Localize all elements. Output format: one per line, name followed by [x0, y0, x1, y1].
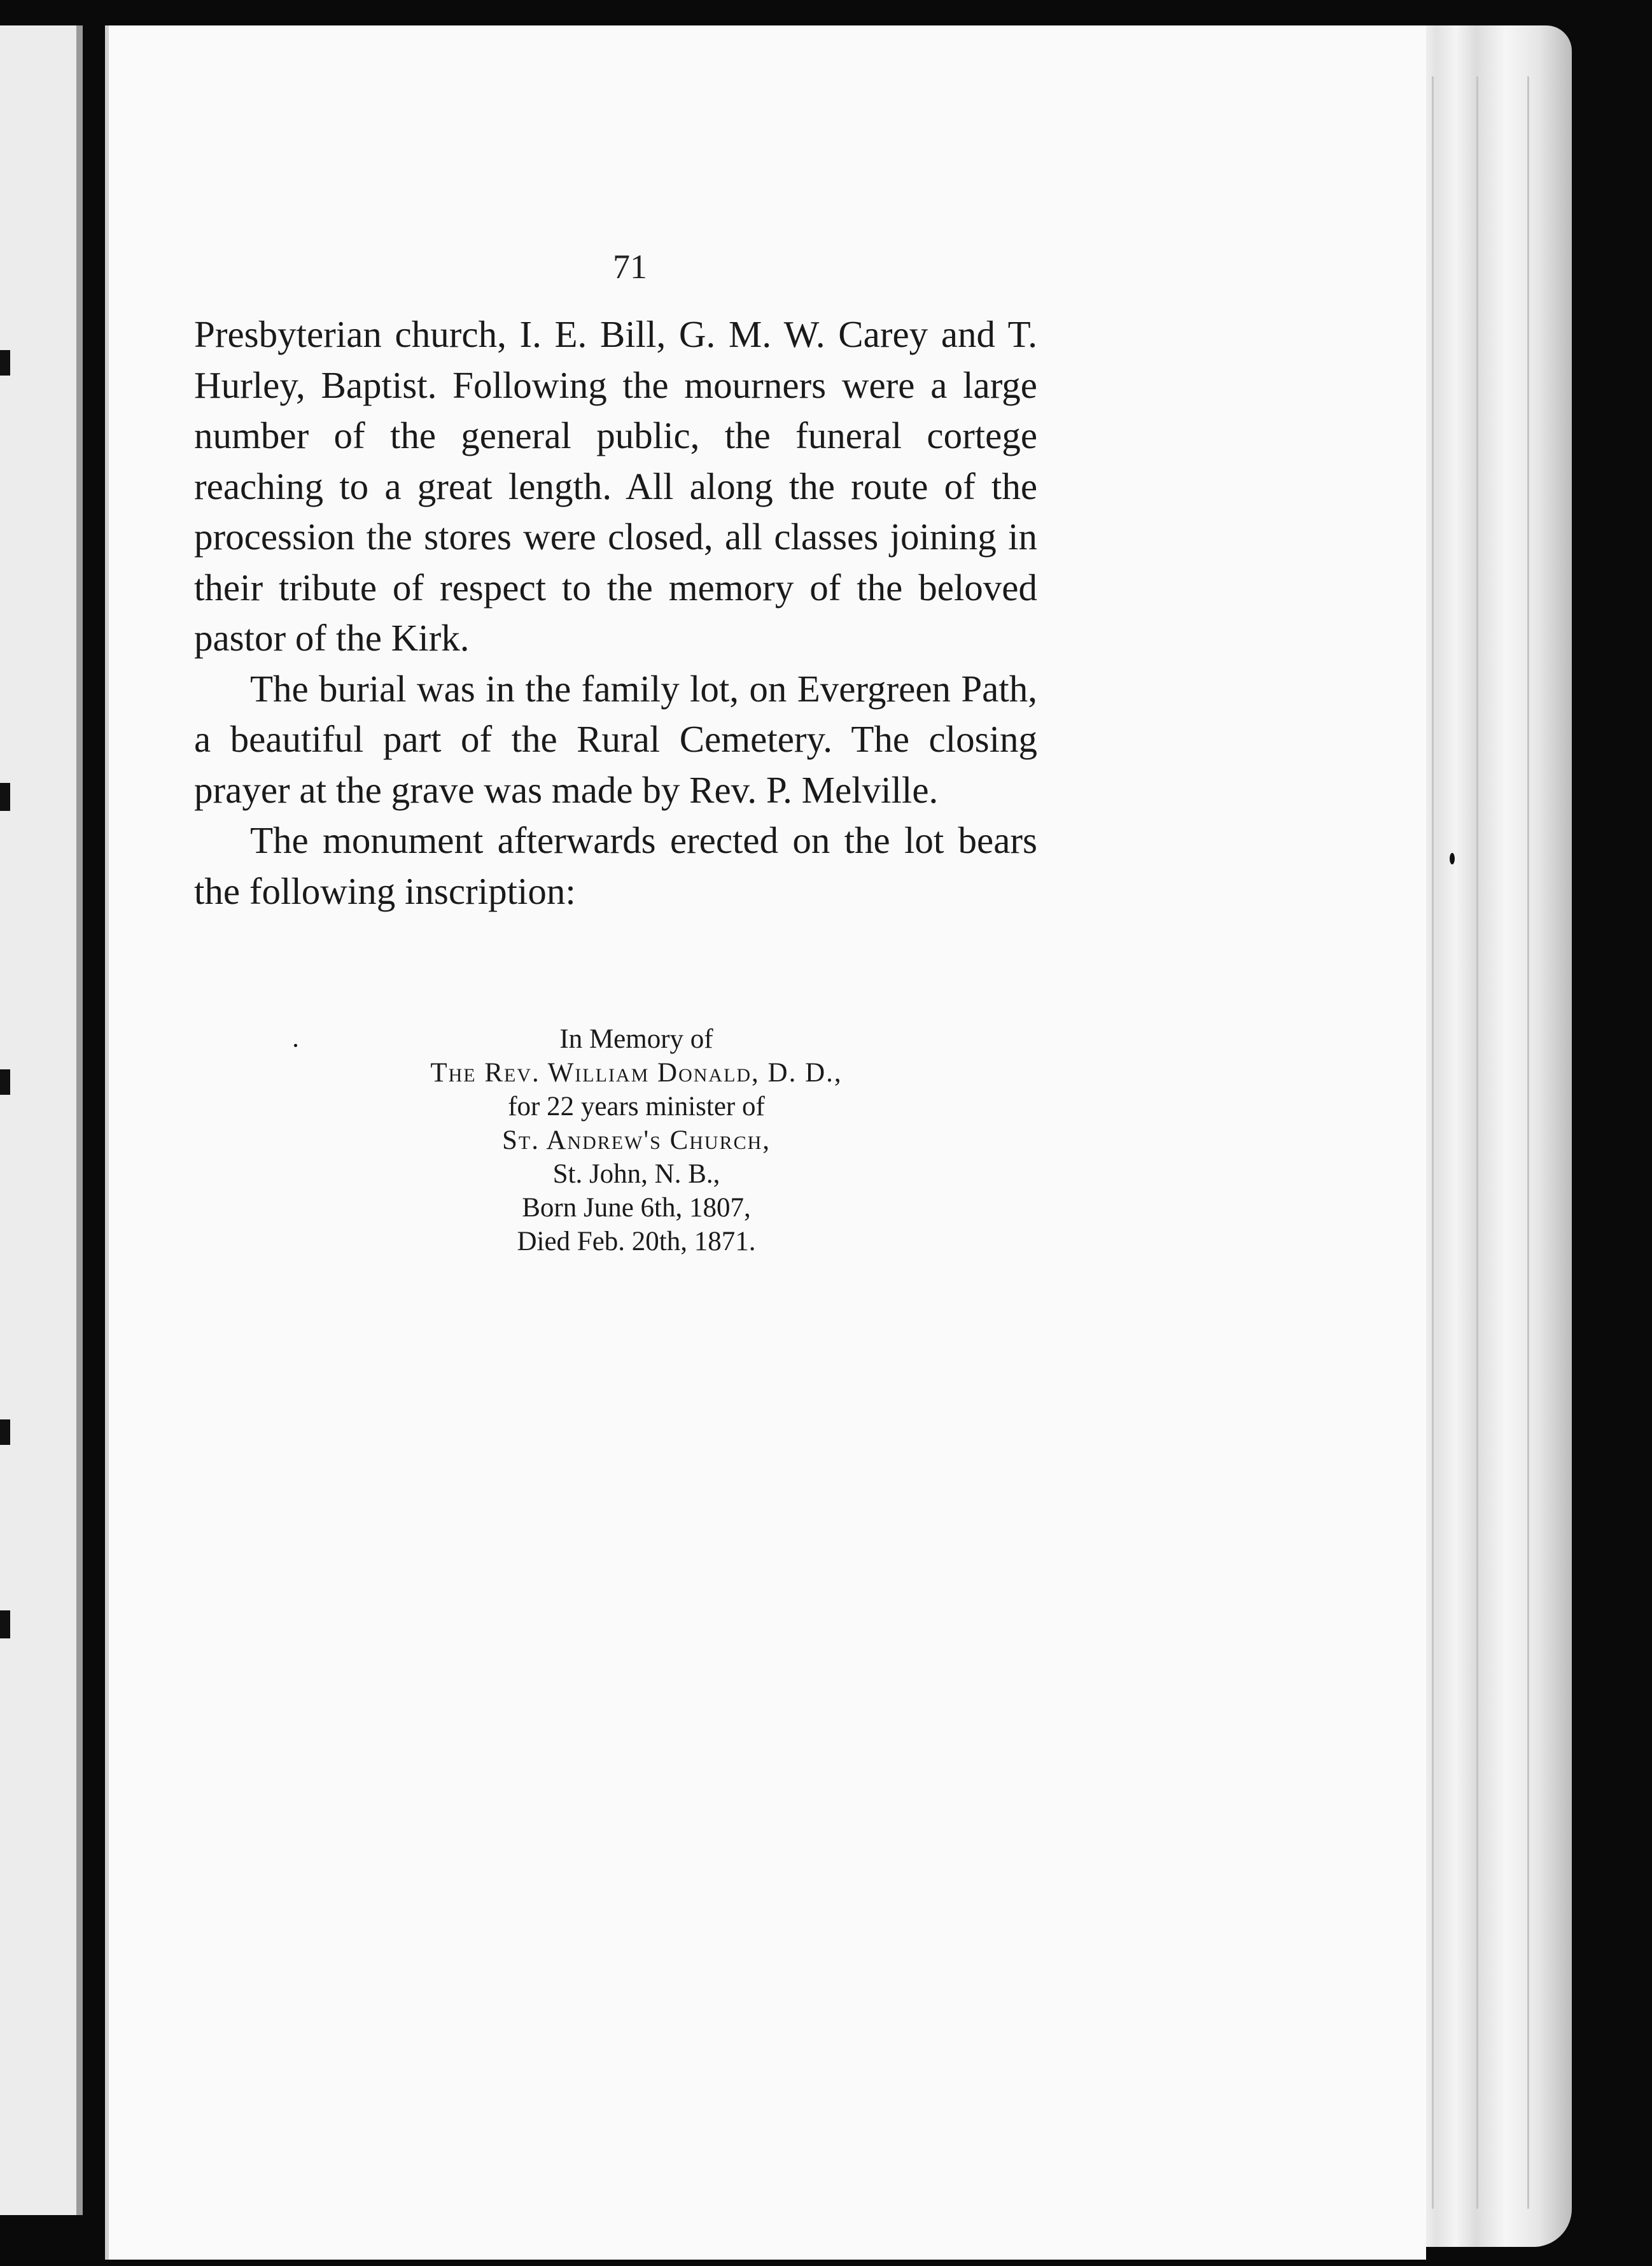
- paragraph: Presbyterian church, I. E. Bill, G. M. W. Carey and T. Hurley, Baptist. Following the mourners were a large number of the general public, the funeral cortege reaching to a great length. All along the route of the procession the stores were closed, all classes joining in their tribute of respect to the memory of the beloved pastor of the Kirk.: [194, 313, 1037, 659]
- page-number: 71: [613, 248, 647, 286]
- inscription-line: In Memory of: [559, 1024, 713, 1054]
- left-page-edge: [0, 25, 83, 2215]
- left-page-glyph: [0, 783, 10, 811]
- page-edge-line: [1476, 76, 1478, 2209]
- inscription-line: St. Andrew's Church,: [501, 1125, 771, 1155]
- left-page-glyph: [0, 1610, 10, 1638]
- ink-speck: [294, 1044, 297, 1047]
- page-stack-edge: [1406, 25, 1572, 2247]
- body-text: [194, 309, 1037, 917]
- page-edge-line: [1527, 76, 1529, 2209]
- monument-inscription: [344, 1022, 929, 1258]
- left-page-glyph: [0, 1069, 10, 1095]
- left-page-glyph: [0, 1419, 10, 1445]
- ink-speck: [1450, 853, 1455, 864]
- page-edge-line: [1432, 76, 1434, 2209]
- inscription-line: The Rev. William Donald, D. D.,: [430, 1058, 843, 1088]
- inscription-line: Born June 6th, 1807,: [522, 1193, 751, 1223]
- inscription-line: St. John, N. B.,: [552, 1159, 720, 1189]
- left-page-glyph: [0, 350, 10, 376]
- paragraph: The monument afterwards erected on the lot bears the following inscription:: [194, 819, 1037, 912]
- paragraph: The burial was in the family lot, on Evergreen Path, a beautiful part of the Rural Cemetery. The closing prayer at the grave was made by Rev. P. Melville.: [194, 667, 1037, 811]
- inscription-line: for 22 years minister of: [508, 1092, 765, 1122]
- inscription-line: Died Feb. 20th, 1871.: [517, 1227, 756, 1256]
